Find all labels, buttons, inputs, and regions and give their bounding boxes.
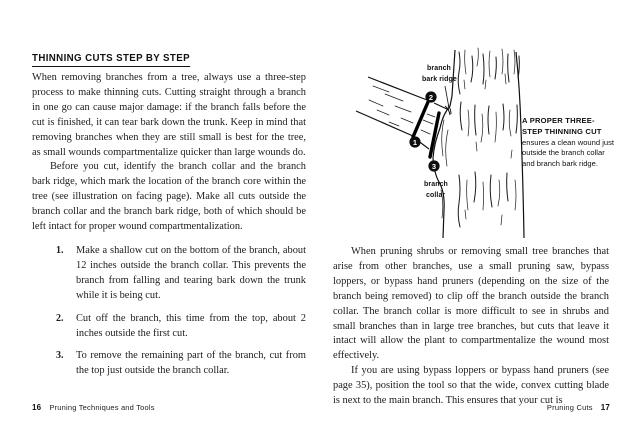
list-item: [32, 244, 306, 304]
right-paragraph-1: When pruning shrubs or removing small tree branches that arise from other branches, use a small pruning saw, bypass loppers, or bypass hand pruners (depending on the size of the branch being removed) to clip off the branch outside the branch collar. The branch collar is more difficult to see in shrubs and small branches than in large tree branches, but cuts that leave it intact will allow the plant to compartmentalize the wound most effectively.: [333, 246, 609, 362]
list-number: 1.: [56, 244, 64, 256]
list-number: 3.: [56, 350, 64, 362]
left-paragraph-1: When removing branches from a tree, always use a three-step process to make thinning cuts. Cutting straight through a branch in one go can cause major damage: if the branch falls before the cut is finished, it can tear bark down the trunk. Keep in mind that removing branches when they are still small is best for the tree, as small wounds compartmentalize quicker than large wounds do.: [32, 72, 306, 158]
right-footer: [547, 403, 610, 412]
cut-marker-3: [428, 160, 439, 171]
right-page-number: 17: [600, 403, 610, 412]
list-item: [32, 349, 306, 379]
caption-lead: A PROPER THREE-STEP THINNING CUT: [522, 116, 602, 136]
list-number: 2.: [56, 312, 64, 324]
right-footer-section: Pruning Cuts: [546, 403, 593, 412]
svg-text:2: 2: [428, 92, 434, 102]
left-page-number: 16: [32, 403, 42, 412]
right-paragraph-2: If you are using bypass loppers or bypass hand pruners (see page 35), position the tool so that the wide, convex cutting blade is next to the main branch. This ensures that your cut is: [333, 365, 609, 407]
branch-bark-ridge-label-line2: bark ridge: [422, 76, 457, 83]
thinning-cut-illustration: [355, 10, 530, 245]
svg-text:1: 1: [412, 137, 418, 147]
list-text: Cut off the branch, this time from the top, about 2 inches outside the first cut.: [76, 312, 306, 339]
left-paragraph-2: Before you cut, identify the branch collar and the branch bark ridge, which mark the location of the branch core within the tree (see illustration on facing page). Make all cuts outside the branch collar and the branch bark ridge, both of which should be left intact for proper wound compartmentalization.: [32, 161, 306, 233]
branch-collar-label-line2: collar: [426, 192, 446, 199]
svg-text:3: 3: [431, 161, 437, 171]
illustration-caption: [522, 116, 615, 170]
list-item: [32, 312, 306, 342]
cut-marker-2: [425, 91, 436, 102]
list-text: To remove the remaining part of the branch, cut from the top just outside the branch collar.: [76, 350, 306, 377]
right-page-text: [333, 245, 609, 409]
caption-rest: ensures a clean wound just outside the branch collar and branch bark ridge.: [522, 137, 615, 169]
bark-ridge-pointer-line: [445, 86, 449, 108]
step-list: [32, 244, 306, 379]
cut-marker-1: [409, 136, 420, 147]
left-footer-section: Pruning Techniques and Tools: [49, 403, 155, 412]
left-footer: [32, 403, 155, 412]
section-heading: THINNING CUTS STEP BY STEP: [32, 53, 190, 67]
branch-bark-ridge-label-line1: branch: [427, 65, 451, 72]
branch-collar-label-line1: branch: [424, 181, 448, 188]
list-text: Make a shallow cut on the bottom of the branch, about 12 inches outside the branch collar. This prevents the branch from falling and tearing bark down the trunk while it is being cut.: [76, 244, 306, 301]
left-page: [32, 48, 306, 379]
